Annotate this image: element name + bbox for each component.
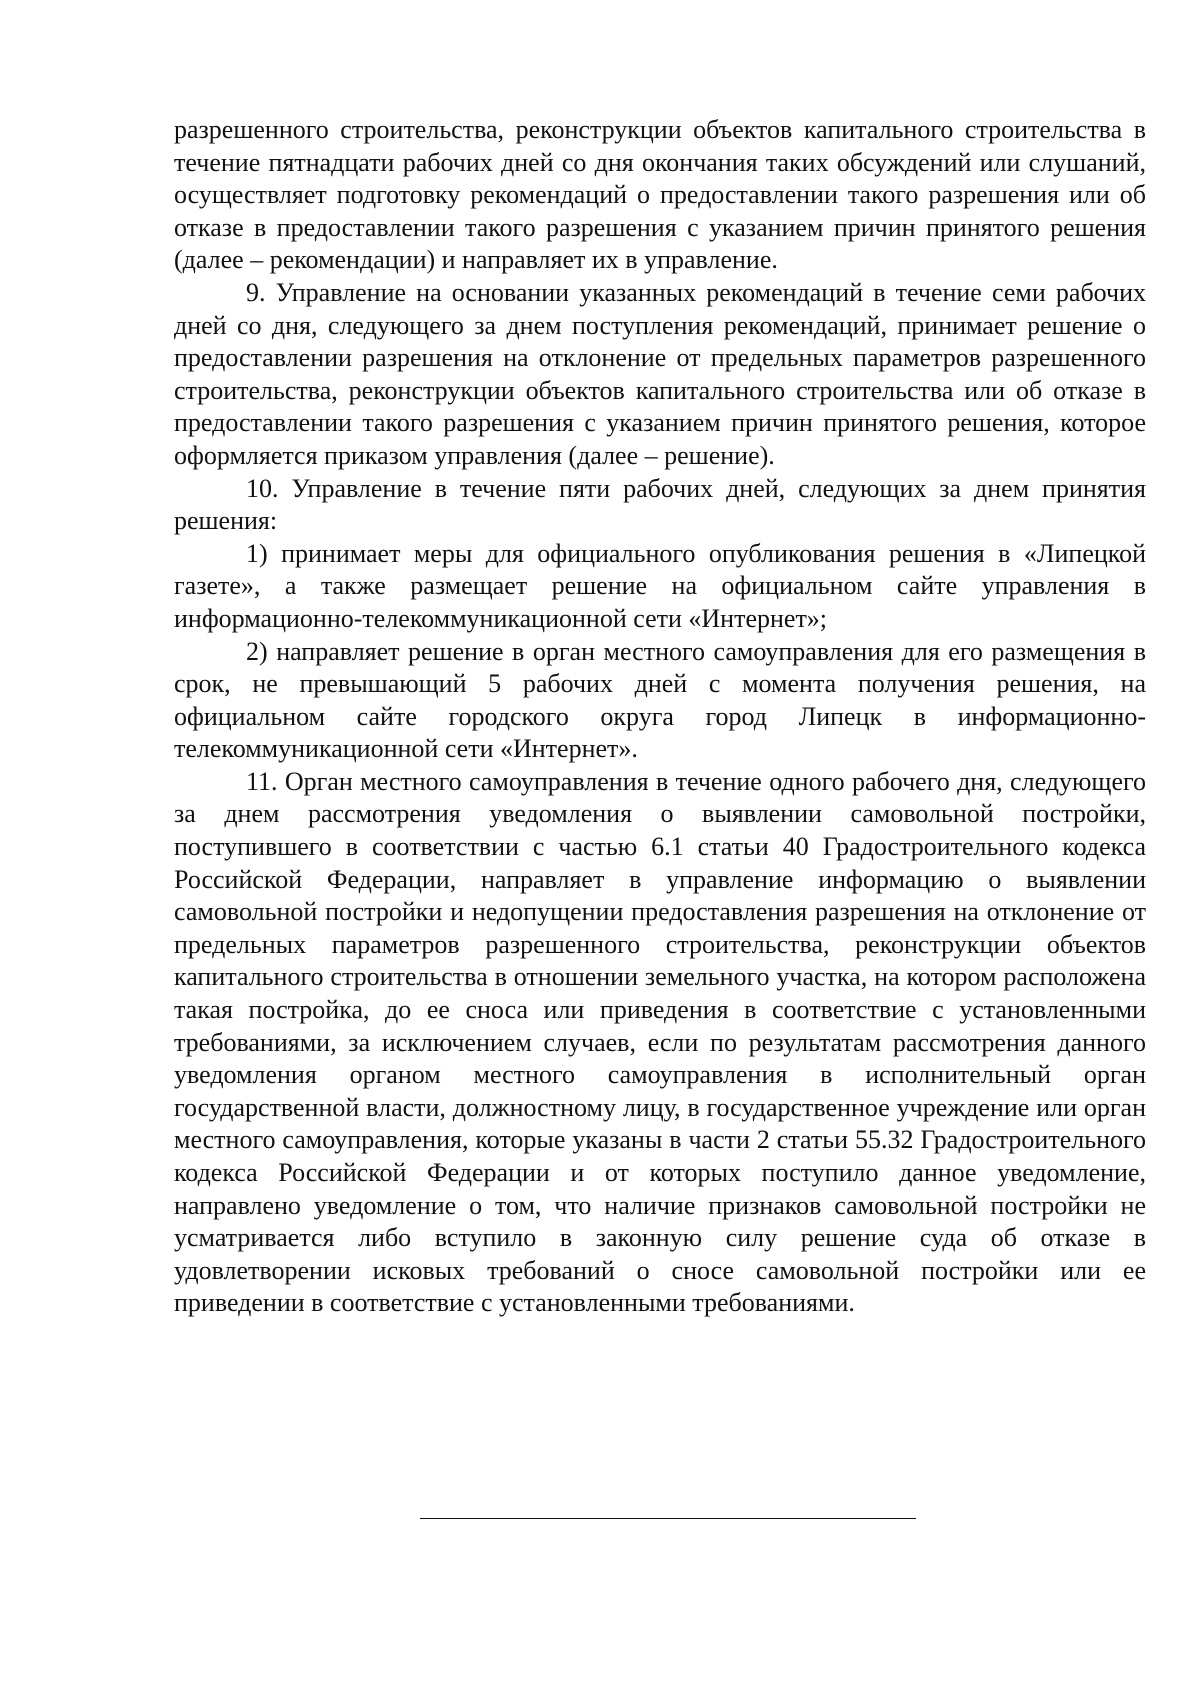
paragraph-item-9: 9. Управление на основании указанных рекомендаций в течение семи рабочих дней со дня, следующего за днем поступления рекомендаций, принимает решение о предоставлении разрешения на отклонение от предельных параметров разрешенного строительства, реконструкции объектов капитального строительства или об отказе в предоставлении такого разрешения с указанием причин принятого решения, которое оформляется приказом управления (далее – решение). (174, 277, 1146, 470)
paragraph-item-10: 10. Управление в течение пяти рабочих дней, следующих за днем принятия решения: (174, 473, 1146, 536)
paragraph-subitem-2: 2) направляет решение в орган местного самоуправления для его размещения в срок, не превышающий 5 рабочих дней с момента получения решения, на официальном сайте городского округа город Липецк в информационно-телекоммуникационной сети «Интернет». (174, 636, 1146, 764)
document-body (174, 114, 1146, 1320)
paragraph-item-11: 11. Орган местного самоуправления в течение одного рабочего дня, следующего за днем рассмотрения уведомления о выявлении самовольной постройки, поступившего в соответствии с частью 6.1 статьи 40 Градостроительного кодекса Российской Федерации, направляет в управление информацию о выявлении самовольной постройки и недопущении предоставления разрешения на отклонение от предельных параметров разрешенного строительства, реконструкции объектов капитального строительства в отношении земельного участка, на котором расположена такая постройка, до ее сноса или приведения в соответствие с установленными требованиями, за исключением случаев, если по результатам рассмотрения данного уведомления органом местного самоуправления в исполнительный орган государственной власти, должностному лицу, в государственное учреждение или орган местного самоуправления, которые указаны в части 2 статьи 55.32 Градостроительного кодекса Российской Федерации и от которых поступило данное уведомление, направлено уведомление о том, что наличие признаков самовольной постройки не усматривается либо вступило в законную силу решение суда об отказе в удовлетворении исковых требований о сносе самовольной постройки или ее приведении в соответствие с установленными требованиями. (174, 766, 1146, 1318)
paragraph-subitem-1: 1) принимает меры для официального опубликования решения в «Липецкой газете», а также размещает решение на официальном сайте управления в информационно-телекоммуникационной сети «Интернет»; (174, 538, 1146, 633)
paragraph-continuation: разрешенного строительства, реконструкции объектов капитального строительства в течение пятнадцати рабочих дней со дня окончания таких обсуждений или слушаний, осуществляет подготовку рекомендаций о предоставлении такого разрешения или об отказе в предоставлении такого разрешения с указанием причин принятого решения (далее – рекомендации) и направляет их в управление. (174, 115, 1146, 275)
end-of-document-rule (420, 1518, 916, 1519)
